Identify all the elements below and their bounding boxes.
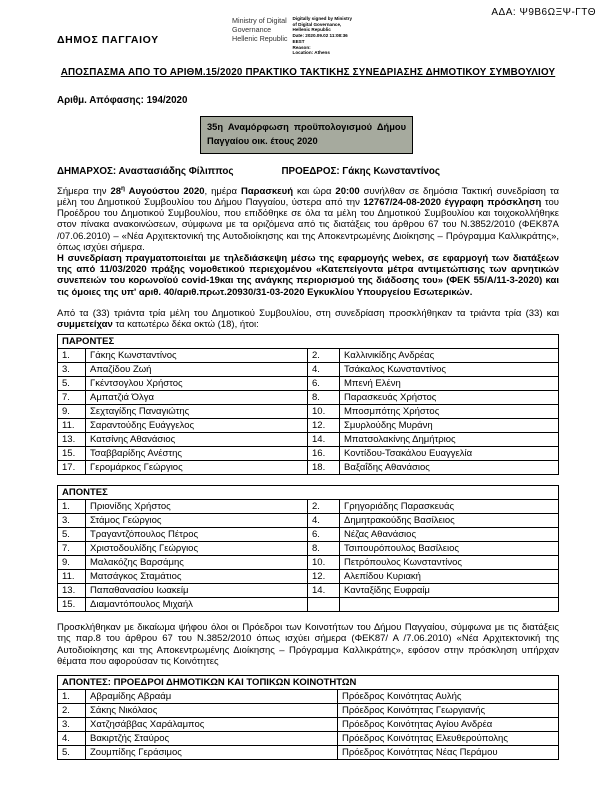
present-members-title: ΠΑΡΟΝΤΕΣ [58, 335, 559, 349]
table-cell: 8. [308, 391, 340, 405]
subject-box: 35η Αναμόρφωση προϋπολογισμού Δήμου Παγγαίου οικ. έτους 2020 [200, 116, 413, 154]
text-run: , ημέρα [204, 185, 241, 197]
president-name: ΠΡΟΕΔΡΟΣ: Γάκης Κωνσταντίνος [281, 165, 440, 177]
table-cell: 12. [308, 419, 340, 433]
table-cell: Βακιρτζής Σταύρος [86, 731, 338, 745]
present-members-table [57, 334, 559, 475]
table-cell: 5. [58, 745, 86, 759]
table-cell: Πρόεδρος Κοινότητας Αγίου Ανδρέα [338, 717, 559, 731]
table-cell: 3. [58, 717, 86, 731]
table-cell: 10. [308, 556, 340, 570]
table-cell: Σμυρλούδης Μυράνη [340, 419, 559, 433]
table-cell: Βαξαΐδης Αθανάσιος [340, 461, 559, 475]
table-cell: Μπατσολακίνης Δημήτριος [340, 433, 559, 447]
table-cell: Τσαββαρίδης Ανέστης [86, 447, 308, 461]
text-run: 20:00 [335, 185, 360, 197]
table-cell: 6. [308, 377, 340, 391]
table-cell: Καλλινικίδης Ανδρέας [340, 349, 559, 363]
table-row [58, 570, 559, 584]
community-presidents-title: ΑΠΟΝΤΕΣ: ΠΡΟΕΔΡΟΙ ΔΗΜΟΤΙΚΩΝ ΚΑΙ ΤΟΠΙΚΩΝ ΚΟΙΝΟΤΗΤΩΝ [58, 675, 559, 689]
table-cell: 12. [308, 570, 340, 584]
table-cell: 15. [58, 447, 86, 461]
table-cell: 10. [308, 405, 340, 419]
table-cell: Τσάκαλος Κωνσταντίνος [340, 363, 559, 377]
table-cell: 5. [58, 528, 86, 542]
decision-number: Αριθμ. Απόφασης: 194/2020 [57, 94, 188, 106]
absent-members-title: ΑΠΟΝΤΕΣ [58, 486, 559, 500]
paragraph-attendance [57, 308, 559, 330]
table-cell: Παρασκευάς Χρήστος [340, 391, 559, 405]
table-row [58, 556, 559, 570]
paragraph-teleconference: Η συνεδρίαση πραγματοποιείται με τηλεδιάσκεψη μέσω της εφαρμογής webex, σε εφαρμογή των διατάξεων της από 11/03/2020 πράξης νομοθετικού περιεχομένου «Κατεπείγοντα μέτρα αντιμετώπισης των αρνητικών συνεπειών του κορωνοϊού covid-19και της ανάγκης περιορισμού της διάδοσης του» (ΦΕΚ 55/Α/11-3-2020) και τις όμοιες της υπ' αριθ. 40/αριθ.πρωτ.20930/31-03-2020 Εγκυκλίου Υπουργείου Εσωτερικών. [57, 252, 559, 298]
municipality-name: ΔΗΜΟΣ ΠΑΓΓΑΙΟΥ [57, 34, 159, 46]
signature-stamp-line: EEST [292, 38, 305, 44]
table-cell: 14. [308, 584, 340, 598]
table-row [58, 461, 559, 475]
table-row [58, 405, 559, 419]
table-cell: Δημητρακούδης Βασίλειος [340, 514, 559, 528]
signature-stamp-line: of Digital Governance, [292, 21, 342, 27]
table-cell: Τσιπουρόπουλος Βασίλειος [340, 542, 559, 556]
paragraph-session-intro [57, 185, 559, 253]
table-cell: Αβραμίδης Αβραάμ [86, 689, 338, 703]
table-row [58, 598, 559, 612]
table-header-row [58, 335, 559, 349]
table-cell: 9. [58, 556, 86, 570]
table-cell: Σεχταγίδης Παναγιώτης [86, 405, 308, 419]
table-cell: 2. [308, 349, 340, 363]
signature-stamp-line: Date: 2020.09.02 11:08:36 [292, 33, 348, 39]
table-cell [340, 598, 559, 612]
text-run: συμμετείχαν [57, 318, 113, 330]
ada-code: ΑΔΑ: Ψ9Β6ΩΞΨ-ΓΤΘ [491, 7, 596, 18]
signature-agency [232, 16, 288, 56]
table-cell: 11. [58, 419, 86, 433]
table-cell: 4. [308, 514, 340, 528]
text-run: συνήλθαν σε δημόσια Τακτική συνεδρίαση τα μέλη του Δημοτικού Συμβουλίου του Δήμου Παγγαίου, ύστερα από την [57, 185, 560, 208]
table-cell: Κοντίδου-Τσακάλου Ευαγγελία [340, 447, 559, 461]
table-cell: 7. [58, 391, 86, 405]
text-run: 12767/24-08-2020 έγγραφη πρόσκληση [363, 196, 542, 208]
table-cell: 4. [308, 363, 340, 377]
table-cell: Αλεπίδου Κυριακή [340, 570, 559, 584]
text-run: Σήμερα την [57, 185, 111, 197]
signature-stamp-line: Reason: [292, 44, 311, 50]
table-cell: 3. [58, 514, 86, 528]
table-cell: 1. [58, 500, 86, 514]
table-cell: 11. [58, 570, 86, 584]
table-cell: Μαλακόζης Βαρσάμης [86, 556, 308, 570]
paragraph-community-presidents: Προσκλήθηκαν με δικαίωμα ψήφου όλοι οι Πρόεδροι των Κοινοτήτων του Δήμου Παγγαίου, σύμφωνα με τις διατάξεις της παρ.8 του άρθρου 67 του Ν.3852/2010 όπως ισχύει σήμερα (ΦΕΚ87/ Α /7.06.2010) «Νέα Αρχιτεκτονική της Αυτοδιοίκησης και της Αποκεντρωμένης Διοίκησης – Πρόγραμμα Καλλικράτης», εφόσον στην πρόσκληση υπήρχαν θέματα που αφορούσαν τις Κοινότητες [57, 622, 559, 667]
table-cell: 15. [58, 598, 86, 612]
table-cell: 2. [308, 500, 340, 514]
text-run: Από τα (33) τριάντα τρία μέλη του Δημοτικού Συμβουλίου, στη συνεδρίαση προσκλήθηκαν τα τριάντα τρία (33) και [57, 307, 559, 319]
table-cell: Πριονίδης Χρήστος [86, 500, 308, 514]
table-cell: Σάκης Νικόλαος [86, 703, 338, 717]
table-cell: Σαραντούδης Ευάγγελος [86, 419, 308, 433]
table-cell: 8. [308, 542, 340, 556]
table-row [58, 745, 559, 759]
text-run: και ώρα [293, 185, 336, 197]
table-row [58, 500, 559, 514]
table-cell: 1. [58, 349, 86, 363]
table-row [58, 391, 559, 405]
signature-agency-line: Ministry of Digital [232, 16, 287, 25]
table-cell: 13. [58, 584, 86, 598]
signature-agency-line: Governance [232, 25, 272, 34]
table-cell: Αμπατζιά Όλγα [86, 391, 308, 405]
table-cell: 16. [308, 447, 340, 461]
text-run: 28 [110, 185, 122, 197]
table-row [58, 731, 559, 745]
table-row [58, 349, 559, 363]
table-cell: Πρόεδρος Κοινότητας Γεωργιανής [338, 703, 559, 717]
table-cell: Πρόεδρος Κοινότητας Αυλής [338, 689, 559, 703]
text-run: Παρασκευή [240, 185, 294, 197]
table-cell: Μπενή Ελένη [340, 377, 559, 391]
table-row [58, 528, 559, 542]
table-cell: Πρόεδρος Κοινότητας Ελευθερούπολης [338, 731, 559, 745]
table-cell: Μποσμπότης Χρήστος [340, 405, 559, 419]
community-presidents-table [57, 675, 559, 760]
table-cell: Χριστοδουλίδης Γεώργιος [86, 542, 308, 556]
officials-line [57, 166, 559, 177]
table-cell: Στάμος Γεώργιος [86, 514, 308, 528]
table-cell: 17. [58, 461, 86, 475]
table-cell: Γερομάρκος Γεώργιος [86, 461, 308, 475]
signature-agency-line: Hellenic Republic [232, 34, 288, 43]
table-row [58, 377, 559, 391]
table-row [58, 584, 559, 598]
table-cell: Νέζας Αθανάσιος [340, 528, 559, 542]
table-row [58, 433, 559, 447]
table-row [58, 363, 559, 377]
table-cell: 6. [308, 528, 340, 542]
table-header-row [58, 675, 559, 689]
table-cell: 14. [308, 433, 340, 447]
mayor-name: ΔΗΜΑΡΧΟΣ: Αναστασιάδης Φίλιππος [57, 165, 234, 177]
table-cell: 9. [58, 405, 86, 419]
table-cell: 3. [58, 363, 86, 377]
text-run: του Προέδρου του Δημοτικού Συμβουλίου, που επιδόθηκε σε όλα τα μέλη του Δημοτικού Συμβουλίου και τοιχοκολλήθηκε στον πίνακα ανακοινώσεων, σύμφωνα με τα οριζόμενα από τις διατάξεις του άρθρου 67 του Ν.3852/2010 (ΦΕΚ87Α /07.06.2010) – «Νέα Αρχιτεκτονική της Αυτοδιοίκησης και της Αποκεντρωμένης Διοίκησης – Πρόγραμμα Καλλικράτης», όπως ισχύει σήμερα. [57, 196, 559, 253]
table-cell: Γκέντσογλου Χρήστος [86, 377, 308, 391]
table-row [58, 447, 559, 461]
table-cell: Γάκης Κωνσταντίνος [86, 349, 308, 363]
signature-stamp [293, 16, 352, 56]
table-cell [308, 598, 340, 612]
text-run: τα κατωτέρω δέκα οκτώ (18), ήτοι: [112, 318, 259, 330]
table-cell: Ζουμπίδης Γεράσιμος [86, 745, 338, 759]
table-cell: 1. [58, 689, 86, 703]
table-cell: Κατσίνης Αθανάσιος [86, 433, 308, 447]
document-title: ΑΠΟΣΠΑΣΜΑ ΑΠΟ ΤΟ ΑΡΙΘΜ.15/2020 ΠΡΑΚΤΙΚΟ ΤΑΚΤΙΚΗΣ ΣΥΝΕΔΡΙΑΣΗΣ ΔΗΜΟΤΙΚΟΥ ΣΥΜΒΟΥΛΙΟΥ [60, 67, 556, 78]
table-cell: Κανταξίδης Ευφραίμ [340, 584, 559, 598]
table-row [58, 703, 559, 717]
table-cell: Ματσάγκος Σταμάτιος [86, 570, 308, 584]
digital-signature-block [232, 16, 417, 56]
signature-stamp-line: Location: Athens [292, 50, 330, 56]
table-cell: 2. [58, 703, 86, 717]
absent-members-table [57, 485, 559, 612]
table-cell: 4. [58, 731, 86, 745]
table-cell: Χατζησάββας Χαράλαμπος [86, 717, 338, 731]
table-cell: Πετρόπουλος Κωνσταντίνος [340, 556, 559, 570]
text-run: Αυγούστου 2020 [125, 185, 205, 197]
table-cell: Παπαθανασίου Ιωακείμ [86, 584, 308, 598]
table-row [58, 717, 559, 731]
table-row [58, 514, 559, 528]
table-cell: 13. [58, 433, 86, 447]
table-row [58, 419, 559, 433]
table-cell: 5. [58, 377, 86, 391]
signature-stamp-line: Hellenic Republic [292, 27, 331, 33]
table-cell: Γρηγοριάδης Παρασκευάς [340, 500, 559, 514]
signature-stamp-line: Digitally signed by Ministry [292, 16, 353, 21]
table-row [58, 689, 559, 703]
table-cell: Διαμαντόπουλος Μιχαήλ [86, 598, 308, 612]
table-row [58, 542, 559, 556]
table-header-row [58, 486, 559, 500]
table-cell: Τραγαντζόπουλος Πέτρος [86, 528, 308, 542]
table-cell: 18. [308, 461, 340, 475]
date-superscript: η [121, 184, 126, 192]
table-cell: 7. [58, 542, 86, 556]
table-cell: Πρόεδρος Κοινότητας Νέας Περάμου [338, 745, 559, 759]
table-cell: Απαζίδου Ζωή [86, 363, 308, 377]
